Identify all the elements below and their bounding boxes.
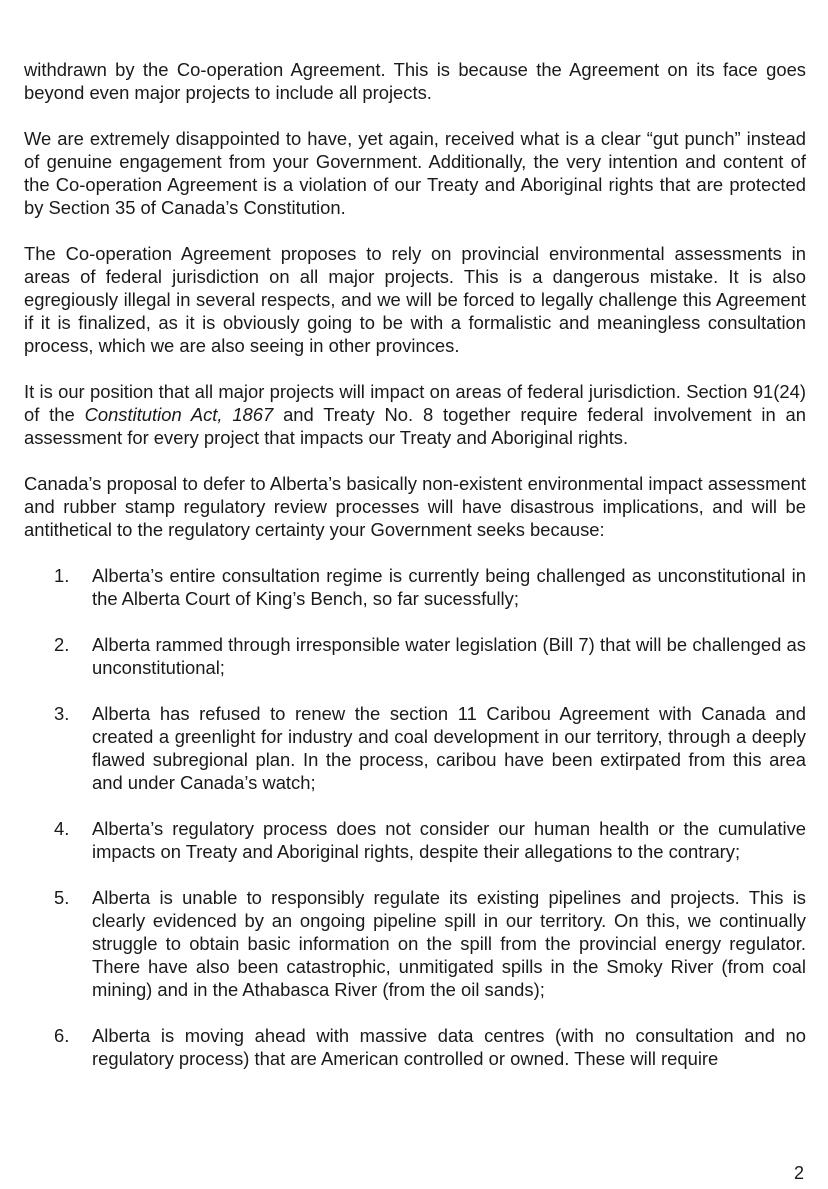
list-item [24, 633, 806, 679]
constitution-act-citation: Constitution Act, 1867 [84, 404, 274, 425]
list-item [24, 702, 806, 794]
list-item [24, 564, 806, 610]
paragraph-1: withdrawn by the Co-operation Agreement. This is because the Agreement on its face goes beyond even major projects to include all projects. [24, 59, 806, 103]
paragraph-4-text-b: and Treaty No. 8 together require federal involvement in an assessment for every project that impacts our Treaty and Aboriginal rights. [24, 404, 807, 448]
list-item-text: Alberta rammed through irresponsible water legislation (Bill 7) that will be challenged as unconstitutional; [92, 634, 806, 678]
paragraph-4 [24, 380, 806, 449]
list-item [24, 817, 806, 863]
document-body [24, 58, 806, 1093]
list-item [24, 886, 806, 1001]
list-item-text: Alberta is unable to responsibly regulate its existing pipelines and projects. This is clearly evidenced by an ongoing pipeline spill in our territory. On this, we continually struggle to obtain basic information on the spill from the provincial energy regulator. There have also been catastrophic, unmitigated spills in the Smoky River (from coal mining) and in the Athabasca River (from the oil sands); [92, 887, 806, 1000]
list-item-number: 3. [54, 703, 70, 724]
paragraph-4-text-a: It is our position that all major projects will impact on areas of federal jurisdiction. Section 91(24) of the [24, 381, 806, 425]
list-item-number: 4. [54, 818, 70, 839]
list-item-number: 6. [54, 1025, 70, 1046]
list-item-text: Alberta has refused to renew the section 11 Caribou Agreement with Canada and created a greenlight for industry and coal development in our territory, through a deeply flawed subregional plan. In the process, caribou have been extirpated from this area and under Canada’s watch; [92, 703, 806, 793]
list-item-number: 1. [54, 565, 70, 586]
reasons-list [24, 564, 806, 1070]
list-item [24, 1024, 806, 1070]
list-item-number: 5. [54, 887, 70, 908]
paragraph-3: The Co-operation Agreement proposes to rely on provincial environmental assessments in areas of federal jurisdiction on all major projects. This is a dangerous mistake. It is also egregiously illegal in several respects, and we will be forced to legally challenge this Agreement if it is finalized, as it is obviously going to be with a formalistic and meaningless consultation process, which we are also seeing in other provinces. [24, 243, 806, 356]
list-item-number: 2. [54, 634, 70, 655]
page-number: 2 [793, 1163, 804, 1183]
list-item-text: Alberta’s regulatory process does not consider our human health or the cumulative impacts on Treaty and Aboriginal rights, despite their allegations to the contrary; [92, 818, 806, 862]
list-item-text: Alberta’s entire consultation regime is currently being challenged as unconstitutional in the Alberta Court of King’s Bench, so far sucessfully; [92, 565, 806, 609]
paragraph-5: Canada’s proposal to defer to Alberta’s basically non-existent environmental impact assessment and rubber stamp regulatory review processes will have disastrous implications, and will be antithetical to the regulatory certainty your Government seeks because: [24, 473, 806, 540]
paragraph-2: We are extremely disappointed to have, yet again, received what is a clear “gut punch” instead of genuine engagement from your Government. Additionally, the very intention and content of the Co-operation Agreement is a violation of our Treaty and Aboriginal rights that are protected by Section 35 of Canada’s Constitution. [24, 128, 806, 218]
list-item-text: Alberta is moving ahead with massive data centres (with no consultation and no regulatory process) that are American controlled or owned. These will require [92, 1025, 806, 1069]
